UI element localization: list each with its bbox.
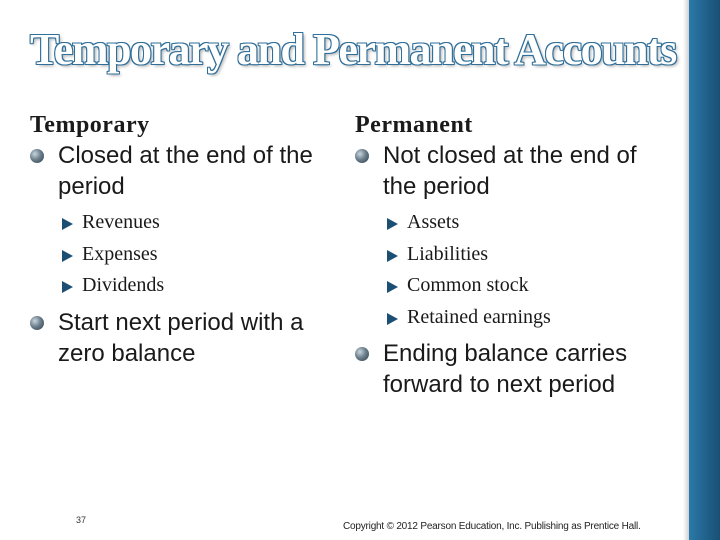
permanent-heading: Permanent	[355, 112, 473, 138]
temporary-heading: Temporary	[30, 112, 150, 138]
list-item-text: Retained earnings	[407, 305, 551, 328]
triangle-arrow-icon	[62, 218, 73, 230]
sphere-bullet-icon	[30, 316, 44, 330]
bullet-text: Not closed at the end of the period	[383, 142, 637, 200]
bullet-text: Start next period with a zero balance	[58, 308, 304, 367]
list-item-text: Assets	[407, 211, 460, 233]
copyright-notice: Copyright © 2012 Pearson Education, Inc. Publishing as Prentice Hall.	[343, 521, 641, 532]
list-item-text: Revenues	[82, 211, 160, 233]
sphere-bullet-icon	[30, 149, 44, 163]
sphere-bullet-icon	[355, 347, 369, 361]
temporary-sub-list	[30, 207, 335, 302]
list-item-text: Dividends	[82, 274, 165, 296]
bullet-text: Closed at the end of the period	[58, 142, 313, 200]
list-item	[60, 270, 335, 302]
slide-number: 37	[76, 515, 87, 525]
sphere-bullet-icon	[355, 149, 369, 163]
triangle-arrow-icon	[387, 250, 398, 262]
list-item	[60, 239, 335, 271]
list-item	[60, 207, 335, 239]
permanent-bullet-carries-forward	[355, 338, 655, 400]
temporary-bullet-closed	[30, 140, 335, 202]
list-item	[385, 270, 655, 302]
permanent-sub-list	[355, 207, 655, 333]
accent-side-bar	[689, 0, 720, 540]
triangle-arrow-icon	[62, 250, 73, 262]
triangle-arrow-icon	[387, 313, 398, 325]
list-item-text: Common stock	[407, 274, 529, 296]
triangle-arrow-icon	[387, 281, 398, 293]
slide-title: Temporary and Permanent Accounts	[30, 25, 676, 74]
list-item	[385, 207, 655, 239]
triangle-arrow-icon	[387, 218, 398, 230]
permanent-column	[355, 110, 655, 400]
temporary-bullet-zero-balance	[30, 307, 335, 369]
bullet-text: Ending balance carries forward to next period	[383, 340, 628, 398]
list-item-text: Expenses	[82, 242, 158, 265]
temporary-column	[30, 110, 335, 369]
permanent-bullet-not-closed	[355, 140, 655, 202]
list-item	[385, 302, 655, 334]
list-item-text: Liabilities	[407, 242, 489, 265]
list-item	[385, 239, 655, 271]
triangle-arrow-icon	[62, 281, 73, 293]
